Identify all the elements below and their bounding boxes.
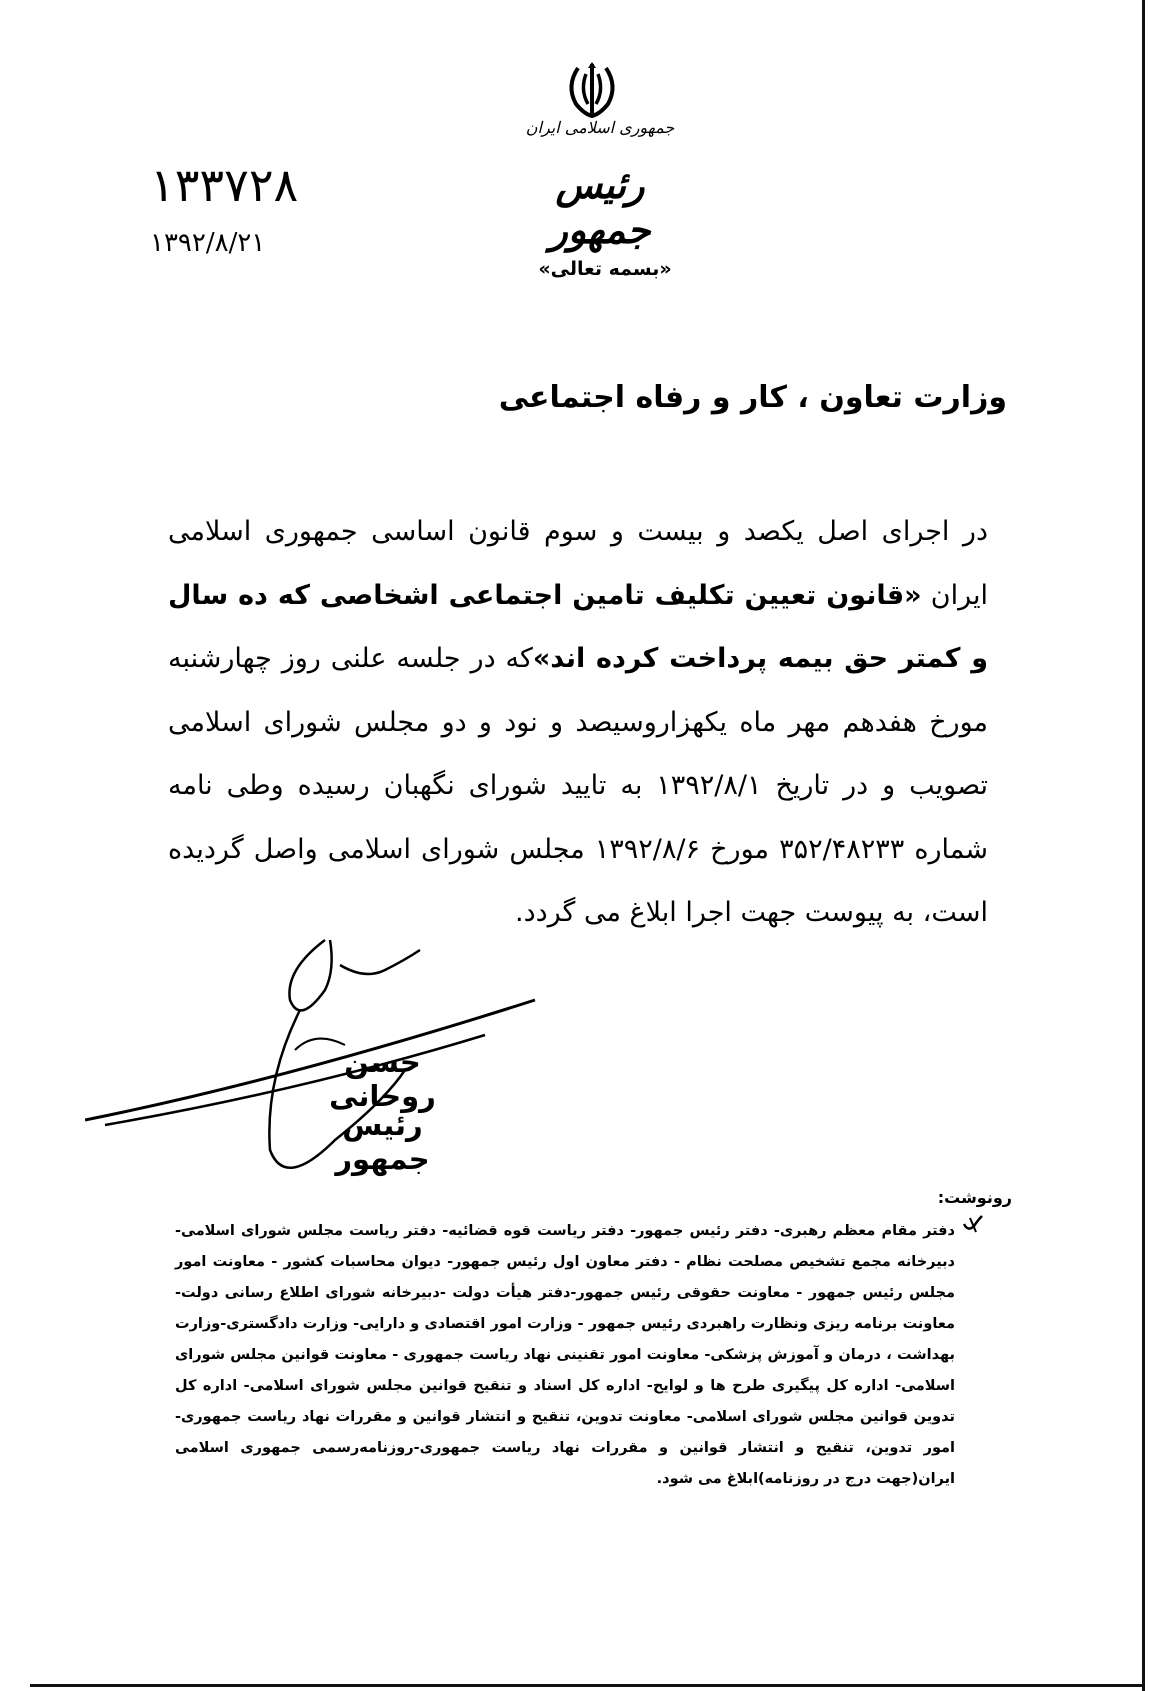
registration-number: ۱۳۳۷۲۸ (150, 158, 299, 212)
iran-emblem-icon (560, 60, 624, 120)
page-border-right (1142, 0, 1145, 1691)
cc-recipients (175, 1216, 955, 1495)
cc-heading: رونوشت: (937, 1188, 1012, 1207)
body-intro: در اجرای اصل یکصد و بیست و سوم قانون اساسی جمهوری اسلامی ایران (168, 516, 988, 611)
body-rest: که در جلسه علنی روز چهارشنبه مورخ هفدهم مهر ماه یکهزاروسیصد و نود و دو مجلس شورای اسلامی تصویب و در تاریخ ۱۳۹۲/۸/۱ به تایید شورای نگهبان رسیده وطی نامه شماره ۳۵۲/۴۸۲۳۳ مورخ ۱۳۹۲/۸/۶ مجلس شورای اسلامی واصل گردیده است، به پیوست جهت اجرا ابلاغ می گردد. (168, 643, 988, 928)
signer-name: حسن روحانی (329, 1045, 436, 1113)
cc-list: دفتر مقام معظم رهبری- دفتر رئیس جمهور- دفتر ریاست قوه قضائیه- دفتر ریاست مجلس شورای اسلامی- دبیرخانه مجمع تشخیص مصلحت نظام - دفتر معاون اول رئیس جمهور- دیوان محاسبات کشور - معاونت امور مجلس رئیس جمهور - معاونت حقوقی رئیس جمهور-دفتر هیأت دولت -دبیرخانه شورای اطلاع رسانی دولت-معاونت برنامه ریزی ونظارت راهبردی رئیس جمهور - وزارت امور اقتصادی و دارایی- وزارت دادگستری-وزارت بهداشت ، درمان و آموزش پزشکی- معاونت امور تقنینی نهاد ریاست جمهوری - معاونت قوانین مجلس شورای اسلامی- اداره کل پیگیری طرح ها و لوایح- اداره کل اسناد و تنقیح قوانین مجلس شورای اسلامی- اداره کل تدوین قوانین مجلس شورای اسلامی- معاونت تدوین، تنقیح و انتشار قوانین و مقررات نهاد ریاست جمهوری-امور تدوین، تنقیح و انتشار قوانین و مقررات نهاد ریاست جمهوری-روزنامه‌رسمی جمهوری اسلامی ایران(جهت درج در روزنامه)ابلاغ می شود. (175, 1223, 955, 1487)
registration-date: ۱۳۹۲/۸/۲۱ (150, 228, 266, 258)
invocation: «بسمه تعالی» (538, 258, 672, 280)
page-border-bottom (30, 1684, 1145, 1687)
law-title: «قانون تعیین تکلیف تامین اجتماعی اشخاصی که ده سال و کمتر حق بیمه پرداخت کرده اند» (168, 579, 988, 674)
letterhead-country: جمهوری اسلامی ایران (525, 118, 675, 137)
letterhead-office: رئیس جمهور (549, 162, 651, 252)
signer-title: رئیس جمهور (335, 1108, 430, 1176)
letter-body (168, 500, 988, 945)
check-mark-icon (958, 1210, 988, 1240)
recipient-heading: وزارت تعاون ، کار و رفاه اجتماعی (498, 380, 1007, 415)
